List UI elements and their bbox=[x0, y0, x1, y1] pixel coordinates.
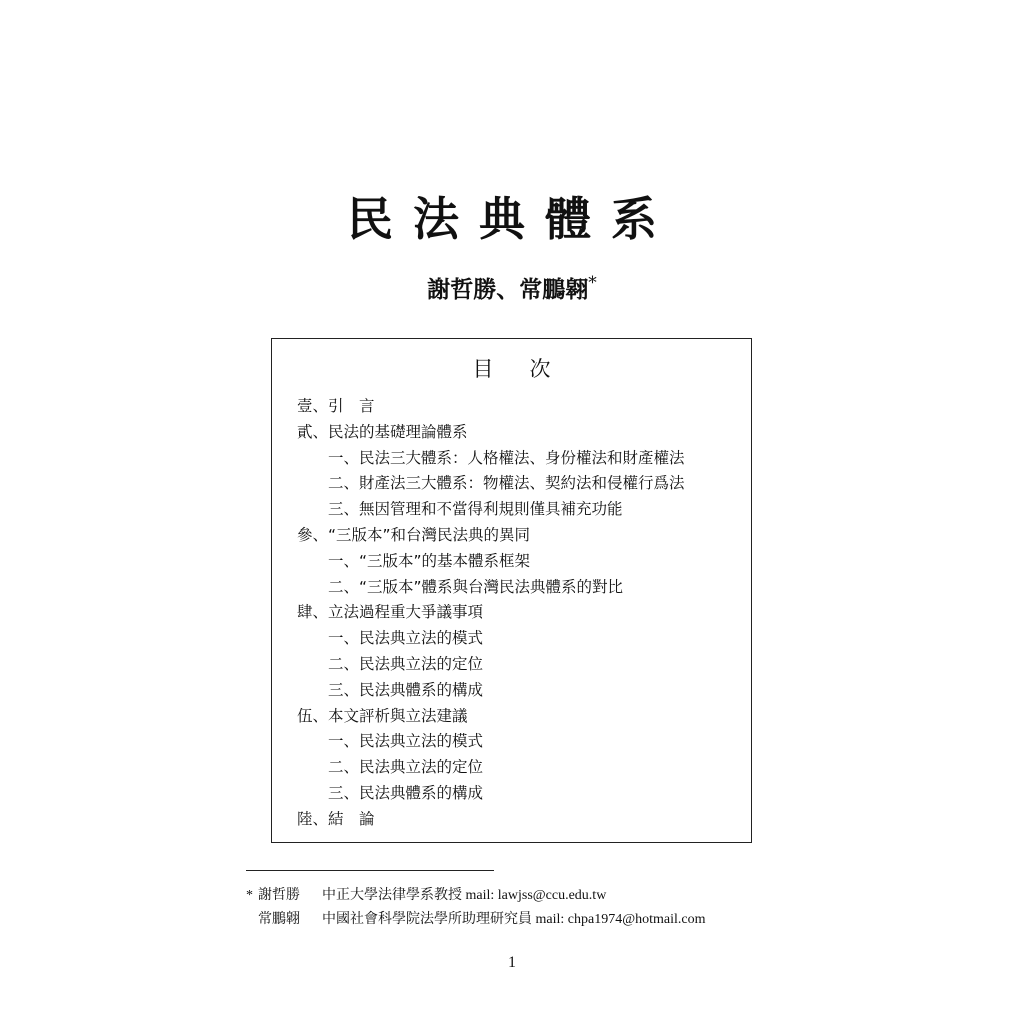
toc-subsection: 一、民法三大體系：人格權法、身份權法和財產權法 bbox=[328, 448, 685, 467]
page-number: 1 bbox=[508, 954, 516, 971]
author-line bbox=[0, 266, 1024, 307]
toc-subsection: 一、“三版本”的基本體系框架 bbox=[328, 551, 531, 570]
toc-subsection: 三、無因管理和不當得利規則僅具補充功能 bbox=[328, 500, 623, 519]
footnote-text: 中國社會科學院法學所助理研究員 mail: chpa1974@hotmail.com bbox=[322, 912, 706, 927]
paper-title: 民法典體系 bbox=[347, 191, 677, 246]
toc-section: 壹、引 言 bbox=[297, 397, 375, 415]
toc-subsection: 一、民法典立法的模式 bbox=[328, 732, 484, 751]
toc-section: 肆、立法過程重大爭議事項 bbox=[297, 603, 484, 622]
footnote-line bbox=[246, 884, 705, 908]
toc-section: 陸、結 論 bbox=[297, 809, 375, 828]
footnote-author-name: 常鵬翺 bbox=[258, 912, 300, 927]
footnote-text: 中正大學法律學系教授 mail: lawjss@ccu.edu.tw bbox=[322, 888, 607, 903]
author-footnote-mark: * bbox=[588, 273, 597, 293]
toc-subsection: 一、民法典立法的模式 bbox=[328, 629, 484, 648]
footnotes bbox=[246, 884, 705, 932]
footnote-author-name: 謝哲勝 bbox=[258, 888, 300, 903]
footnote-mark: * bbox=[246, 888, 253, 903]
toc-list bbox=[297, 394, 685, 833]
toc-section: 貳、民法的基礎理論體系 bbox=[297, 422, 468, 441]
footnote-line bbox=[246, 908, 705, 932]
toc-subsection: 三、民法典體系的構成 bbox=[328, 783, 484, 802]
toc-subsection: 二、財產法三大體系：物權法、契約法和侵權行爲法 bbox=[328, 474, 685, 493]
author-names: 謝哲勝、常鵬翱 bbox=[427, 276, 589, 303]
toc-section: 伍、本文評析與立法建議 bbox=[297, 706, 468, 725]
toc-subsection: 二、“三版本”體系與台灣民法典體系的對比 bbox=[328, 577, 624, 596]
footnote-separator bbox=[246, 870, 494, 871]
toc-subsection: 二、民法典立法的定位 bbox=[328, 758, 484, 777]
toc-subsection: 三、民法典體系的構成 bbox=[328, 680, 484, 699]
toc-subsection: 二、民法典立法的定位 bbox=[328, 654, 484, 673]
toc-section: 參、“三版本”和台灣民法典的異同 bbox=[297, 525, 531, 544]
toc-heading: 目次 bbox=[472, 357, 587, 381]
